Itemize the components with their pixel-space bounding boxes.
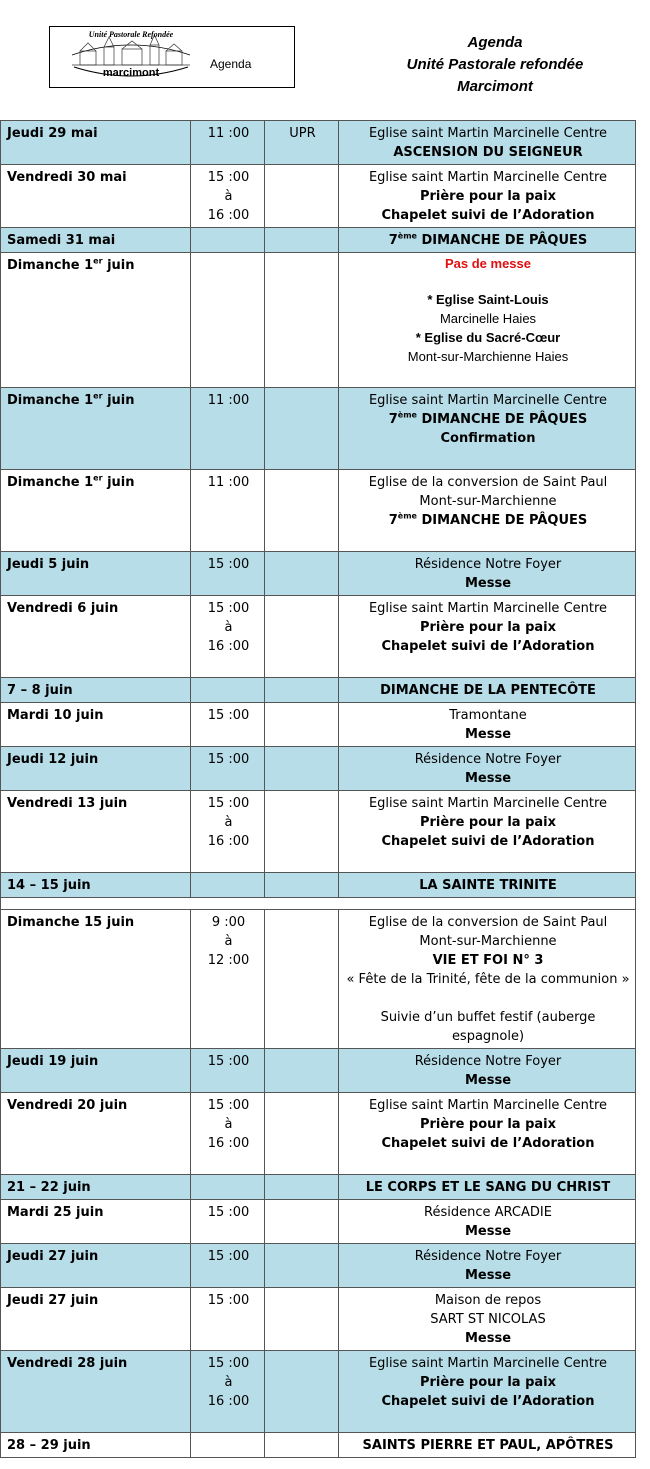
agenda-row (1, 253, 636, 388)
time-line: 9 :00 (211, 915, 246, 930)
agenda-time (191, 791, 265, 873)
agenda-description (339, 253, 636, 388)
description-line: Prière pour la paix (419, 1375, 557, 1390)
agenda-description (339, 678, 636, 703)
time-line: 11 :00 (207, 393, 250, 408)
ordinal-suffix: ème (397, 231, 417, 241)
time-line: 16 :00 (207, 208, 250, 223)
agenda-row (1, 873, 636, 898)
title-line-3: Marcimont (457, 78, 533, 95)
description-line: Chapelet suivi de l’Adoration (381, 639, 595, 654)
agenda-date: Vendredi 13 juin (1, 791, 191, 873)
agenda-upr (265, 1351, 339, 1433)
description-line: 7ème DIMANCHE DE PÂQUES (388, 511, 588, 528)
agenda-time (191, 703, 265, 747)
description-line: Messe (464, 1224, 512, 1239)
agenda-date: Jeudi 19 juin (1, 1049, 191, 1093)
logo-label: Agenda (210, 57, 252, 71)
description-line: Eglise de la conversion de Saint Paul (368, 915, 608, 930)
time-line: 15 :00 (207, 170, 250, 185)
agenda-time (191, 253, 265, 388)
table-gap (1, 898, 636, 910)
agenda-date: Vendredi 6 juin (1, 596, 191, 678)
agenda-time (191, 678, 265, 703)
description-line: Messe (464, 727, 512, 742)
agenda-date: Vendredi 30 mai (1, 165, 191, 228)
time-line: 15 :00 (207, 796, 250, 811)
description-line (345, 851, 631, 870)
agenda-upr (265, 1049, 339, 1093)
logo-box (49, 26, 295, 88)
description-line (345, 989, 631, 1008)
agenda-description (339, 165, 636, 228)
description-line: SART ST NICOLAS (430, 1312, 546, 1327)
description-line: Messe (464, 576, 512, 591)
ordinal-suffix: ème (397, 410, 417, 420)
time-line: 16 :00 (207, 639, 250, 654)
agenda-time (191, 1288, 265, 1351)
description-line: Chapelet suivi de l’Adoration (381, 834, 595, 849)
description-line: Messe (464, 1331, 512, 1346)
agenda-upr (265, 165, 339, 228)
agenda-date: Jeudi 27 juin (1, 1288, 191, 1351)
agenda-time (191, 873, 265, 898)
agenda-date: 21 – 22 juin (1, 1175, 191, 1200)
description-line (345, 656, 631, 675)
agenda-upr (265, 791, 339, 873)
time-line: 15 :00 (207, 1249, 250, 1264)
description-line: Mont-sur-Marchienne (419, 494, 557, 509)
time-line: 15 :00 (207, 557, 250, 572)
agenda-description (339, 228, 636, 253)
description-line: LE CORPS ET LE SANG DU CHRIST (365, 1180, 611, 1195)
description-line: Chapelet suivi de l’Adoration (381, 1394, 595, 1409)
agenda-upr (265, 228, 339, 253)
logo-name: marcimont (102, 67, 160, 79)
agenda-date: 28 – 29 juin (1, 1433, 191, 1458)
agenda-time (191, 1200, 265, 1244)
agenda-row (1, 1244, 636, 1288)
description-line: DIMANCHE DE LA PENTECÔTE (380, 683, 596, 698)
description-line (345, 366, 631, 385)
agenda-upr (265, 1433, 339, 1458)
description-line: Marcinelle Haies (439, 311, 537, 326)
agenda-description (339, 1200, 636, 1244)
time-line: à (224, 1375, 233, 1390)
description-line (345, 448, 631, 467)
agenda-description (339, 873, 636, 898)
agenda-date: Dimanche 15 juin (1, 910, 191, 1049)
agenda-upr: UPR (265, 121, 339, 165)
time-line: à (224, 189, 233, 204)
description-line: Mont-sur-Marchienne (419, 934, 557, 949)
agenda-date: Samedi 31 mai (1, 228, 191, 253)
description-line: Résidence Notre Foyer (414, 557, 562, 572)
agenda-time (191, 1244, 265, 1288)
agenda-row (1, 121, 636, 165)
agenda-upr (265, 1175, 339, 1200)
agenda-description (339, 1244, 636, 1288)
description-line: Eglise saint Martin Marcinelle Centre (368, 796, 608, 811)
description-line: Prière pour la paix (419, 1117, 557, 1132)
description-line (345, 1411, 631, 1430)
description-line: ASCENSION DU SEIGNEUR (393, 145, 583, 160)
ordinal-suffix: er (93, 391, 103, 401)
logo-emblem (66, 29, 196, 83)
time-line: à (224, 815, 233, 830)
time-line: à (224, 620, 233, 635)
description-line: Eglise saint Martin Marcinelle Centre (368, 170, 608, 185)
time-line: 15 :00 (207, 1293, 250, 1308)
description-line: Chapelet suivi de l’Adoration (381, 208, 595, 223)
agenda-upr (265, 678, 339, 703)
time-line: 15 :00 (207, 1098, 250, 1113)
agenda-date: Dimanche 1er juin (1, 253, 191, 388)
description-line: Eglise de la conversion de Saint Paul (368, 475, 608, 490)
logo-title: Unité Pastorale Refondée (88, 30, 174, 39)
time-line: 16 :00 (207, 834, 250, 849)
agenda-time (191, 1433, 265, 1458)
agenda-row (1, 470, 636, 552)
agenda-upr (265, 470, 339, 552)
agenda-upr (265, 703, 339, 747)
agenda-description (339, 910, 636, 1049)
agenda-time (191, 747, 265, 791)
description-line: Messe (464, 771, 512, 786)
agenda-row (1, 1200, 636, 1244)
agenda-date: Vendredi 20 juin (1, 1093, 191, 1175)
agenda-time (191, 910, 265, 1049)
agenda-upr (265, 873, 339, 898)
agenda-description (339, 388, 636, 470)
agenda-upr (265, 1288, 339, 1351)
agenda-date: Jeudi 29 mai (1, 121, 191, 165)
description-line: Messe (464, 1073, 512, 1088)
agenda-description (339, 1351, 636, 1433)
agenda-row (1, 703, 636, 747)
description-line: VIE ET FOI N° 3 (432, 953, 544, 968)
description-line: Prière pour la paix (419, 815, 557, 830)
agenda-date: Mardi 25 juin (1, 1200, 191, 1244)
agenda-time (191, 228, 265, 253)
agenda-row (1, 1093, 636, 1175)
agenda-row (1, 1351, 636, 1433)
agenda-description (339, 1175, 636, 1200)
agenda-time (191, 1093, 265, 1175)
description-line: Résidence Notre Foyer (414, 1054, 562, 1069)
agenda-date: Mardi 10 juin (1, 703, 191, 747)
agenda-time (191, 1351, 265, 1433)
agenda-upr (265, 552, 339, 596)
agenda-row (1, 1175, 636, 1200)
description-line: Prière pour la paix (419, 189, 557, 204)
description-line: * Eglise Saint-Louis (427, 292, 549, 307)
description-line: Résidence Notre Foyer (414, 1249, 562, 1264)
description-line (345, 271, 631, 290)
agenda-row (1, 388, 636, 470)
time-line: 11 :00 (207, 126, 250, 141)
description-line: Résidence ARCADIE (424, 1205, 552, 1220)
agenda-date: Jeudi 12 juin (1, 747, 191, 791)
description-line: « Fête de la Trinité, fête de la communion » (346, 972, 630, 987)
agenda-row (1, 1288, 636, 1351)
agenda-description (339, 1049, 636, 1093)
description-line: Tramontane (449, 708, 527, 723)
agenda-date: Jeudi 27 juin (1, 1244, 191, 1288)
document-title (340, 32, 650, 98)
agenda-row (1, 678, 636, 703)
description-line: Suivie d’un buffet festif (auberge espagnole) (380, 1010, 596, 1044)
agenda-date: 14 – 15 juin (1, 873, 191, 898)
agenda-description (339, 703, 636, 747)
time-line: à (224, 1117, 233, 1132)
description-line: Résidence Notre Foyer (414, 752, 562, 767)
description-line: Eglise saint Martin Marcinelle Centre (368, 126, 608, 141)
time-line: 16 :00 (207, 1394, 250, 1409)
description-line: 7ème DIMANCHE DE PÂQUES (388, 410, 588, 427)
agenda-row (1, 165, 636, 228)
agenda-time (191, 388, 265, 470)
agenda-description (339, 470, 636, 552)
agenda-date: Vendredi 28 juin (1, 1351, 191, 1433)
agenda-upr (265, 1200, 339, 1244)
agenda-time (191, 596, 265, 678)
time-line: 15 :00 (207, 1205, 250, 1220)
agenda-row (1, 910, 636, 1049)
description-line: SAINTS PIERRE ET PAUL, APÔTRES (362, 1438, 614, 1453)
agenda-row (1, 596, 636, 678)
agenda-upr (265, 388, 339, 470)
agenda-date: Jeudi 5 juin (1, 552, 191, 596)
description-line: Eglise saint Martin Marcinelle Centre (368, 601, 608, 616)
agenda-upr (265, 253, 339, 388)
description-line: 7ème DIMANCHE DE PÂQUES (388, 231, 588, 248)
agenda-description (339, 791, 636, 873)
agenda-description (339, 747, 636, 791)
description-line: Chapelet suivi de l’Adoration (381, 1136, 595, 1151)
title-line-2: Unité Pastorale refondée (406, 56, 584, 73)
description-line: Eglise saint Martin Marcinelle Centre (368, 393, 608, 408)
description-line (345, 530, 631, 549)
agenda-description (339, 1288, 636, 1351)
agenda-time (191, 1175, 265, 1200)
ordinal-suffix: er (93, 256, 103, 266)
ordinal-suffix: er (93, 473, 103, 483)
agenda-description (339, 1093, 636, 1175)
table-gap-cell (1, 898, 636, 910)
description-line: Eglise saint Martin Marcinelle Centre (368, 1098, 608, 1113)
time-line: 15 :00 (207, 1356, 250, 1371)
agenda-description (339, 552, 636, 596)
agenda-row (1, 552, 636, 596)
agenda-upr (265, 1244, 339, 1288)
agenda-row (1, 747, 636, 791)
time-line: 15 :00 (207, 708, 250, 723)
agenda-row (1, 1049, 636, 1093)
agenda-date: 7 – 8 juin (1, 678, 191, 703)
time-line: 15 :00 (207, 1054, 250, 1069)
agenda-row (1, 791, 636, 873)
time-line: 11 :00 (207, 475, 250, 490)
agenda-time (191, 1049, 265, 1093)
agenda-time (191, 552, 265, 596)
description-line: Mont-sur-Marchienne Haies (407, 349, 569, 364)
agenda-time (191, 121, 265, 165)
time-line: 16 :00 (207, 1136, 250, 1151)
time-line: 12 :00 (207, 953, 250, 968)
agenda-row (1, 228, 636, 253)
agenda-date: Dimanche 1er juin (1, 388, 191, 470)
agenda-upr (265, 1093, 339, 1175)
agenda-time (191, 470, 265, 552)
time-line: à (224, 934, 233, 949)
description-line: Maison de repos (434, 1293, 542, 1308)
agenda-description (339, 596, 636, 678)
description-line: Eglise saint Martin Marcinelle Centre (368, 1356, 608, 1371)
description-line: Pas de messe (444, 256, 531, 271)
description-line (345, 1153, 631, 1172)
agenda-date: Dimanche 1er juin (1, 470, 191, 552)
agenda-upr (265, 747, 339, 791)
title-line-1: Agenda (467, 34, 523, 51)
time-line: 15 :00 (207, 752, 250, 767)
agenda-description (339, 1433, 636, 1458)
description-line: Confirmation (440, 431, 536, 446)
agenda-upr (265, 910, 339, 1049)
agenda-row (1, 1433, 636, 1458)
time-line: 15 :00 (207, 601, 250, 616)
description-line: * Eglise du Sacré-Cœur (415, 330, 561, 345)
agenda-table (0, 120, 636, 1458)
description-line: LA SAINTE TRINITE (419, 878, 557, 893)
ordinal-suffix: ème (397, 511, 417, 521)
description-line: Messe (464, 1268, 512, 1283)
agenda-body (1, 121, 636, 1458)
agenda-description (339, 121, 636, 165)
description-line: Prière pour la paix (419, 620, 557, 635)
agenda-upr (265, 596, 339, 678)
agenda-time (191, 165, 265, 228)
